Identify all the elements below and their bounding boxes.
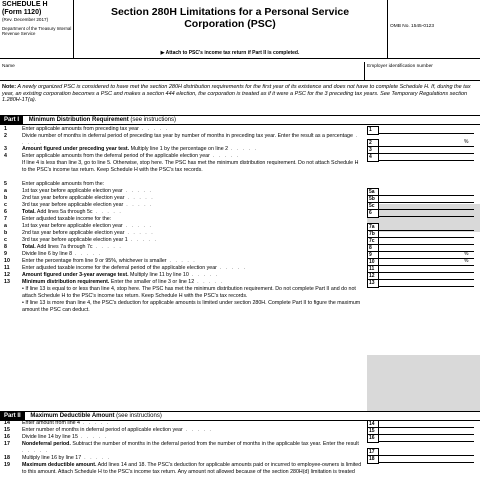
leader-dots: . . . . . xyxy=(182,427,213,433)
form-line-row xyxy=(0,427,480,434)
form-line-row xyxy=(0,216,480,223)
line-number: 2 xyxy=(4,133,7,139)
line-description xyxy=(22,251,362,258)
name-divider xyxy=(364,62,365,80)
percent-sign: % xyxy=(464,258,469,264)
line-text: Divide line 6 by line 8 xyxy=(22,251,73,257)
line-text: Multiply line 11 by line 10 xyxy=(128,272,189,278)
line-box-number: 2 xyxy=(367,139,379,148)
form-title-line-2: Corporation (PSC) xyxy=(184,18,276,30)
leader-dots: . . . . . xyxy=(124,230,155,236)
form-line-row xyxy=(0,160,480,181)
leader-dots: . . . . . xyxy=(228,146,258,152)
form-line-row xyxy=(0,434,480,441)
line-text: 1st tax year before applicable election year xyxy=(22,223,123,229)
line-box-number: 3 xyxy=(367,146,379,155)
line-number: 19 xyxy=(4,462,10,468)
form-header xyxy=(0,0,480,59)
form-id-block xyxy=(2,1,72,36)
line-text: If line 4 is less than line 3, go to line 5. Otherwise, stop here. The PSC has met the minimum distribution requirement. Do not attach Schedule H to the PSC's income tax return. Keep Schedule H with the PSC's tax records. xyxy=(22,160,359,173)
form-line-row xyxy=(0,126,480,133)
line-number: 9 xyxy=(4,251,7,257)
form-line-row xyxy=(0,230,480,237)
line-bold-label: Maximum deductible amount. xyxy=(22,462,97,468)
form-line-row xyxy=(0,195,480,202)
line-text: • If line 13 is equal to or less than line 4, stop here. The PSC has met the minimum distribution requirement. Do not complete Part II and do not attach Schedule H to the PSC's income tax return. Keep Schedule H with the PSC's tax records. xyxy=(22,286,356,299)
line-box-number: 8 xyxy=(367,244,379,253)
leader-dots: . . . . . xyxy=(80,420,110,426)
leader-dots: . . . . . xyxy=(122,223,153,229)
leader-dots: . . . . . xyxy=(123,202,154,208)
form-line-row xyxy=(0,202,480,209)
department-label: Department of the Treasury Internal Revenue Service xyxy=(2,26,72,36)
line-number: 11 xyxy=(4,265,10,271)
form-line-row xyxy=(0,462,480,480)
header-divider-left xyxy=(73,0,74,58)
line-description xyxy=(22,230,362,237)
line-text: • If line 13 is more than line 4, the PSC's deduction for applicable amounts is limited under section 280H. Complete Part II to figure the maximum amount the PSC can deduct. xyxy=(22,300,361,313)
form-line-row xyxy=(0,146,480,153)
line-text: Add lines 7a through 7c xyxy=(35,244,93,250)
line-description xyxy=(22,265,362,272)
line-box-number: 1 xyxy=(367,126,379,135)
line-bold-label: Total. xyxy=(22,244,36,250)
line-number: 15 xyxy=(4,427,10,433)
line-description xyxy=(22,181,362,188)
line-number: a xyxy=(4,188,7,194)
form-line-row xyxy=(0,251,480,258)
line-description xyxy=(22,434,362,441)
line-description xyxy=(22,153,362,160)
line-box-number: 7b xyxy=(367,230,379,239)
leader-dots: . . . . . xyxy=(216,265,247,271)
percent-sign: % xyxy=(464,139,469,145)
line-description xyxy=(22,209,362,216)
line-number: 17 xyxy=(4,441,10,447)
line-text: Enter applicable amounts from the deferral period of the applicable election year xyxy=(22,153,210,159)
form-title xyxy=(76,6,384,30)
line-box-number: 18 xyxy=(367,455,379,464)
part-2-header xyxy=(0,411,480,421)
leader-dots: . . . . . xyxy=(138,126,169,132)
line-number: 14 xyxy=(4,420,10,426)
line-text: 3rd tax year before applicable election year 1 xyxy=(22,237,128,243)
form-line-row xyxy=(0,209,480,216)
line-box-number: 15 xyxy=(367,427,379,436)
line-description xyxy=(22,272,362,279)
line-description xyxy=(22,160,362,173)
part-2-title: Maximum Deductible Amount xyxy=(30,413,115,419)
line-text: Multiply line 16 by line 17 xyxy=(22,455,82,461)
line-number: 1 xyxy=(4,126,7,132)
line-text: Subtract the number of months in the deferral period from the number of months in the applicable tax year. Enter the result xyxy=(70,441,359,447)
line-description xyxy=(22,202,362,209)
part-1-see: (see instructions) xyxy=(130,117,177,123)
line-number: a xyxy=(4,223,7,229)
form-line-row xyxy=(0,258,480,265)
line-box-number: 7c xyxy=(367,237,379,246)
form-line-row xyxy=(0,153,480,160)
line-text: Enter amount from line 4 xyxy=(22,420,80,426)
form-line-row xyxy=(0,441,480,455)
line-box-number: 4 xyxy=(367,153,379,162)
form-line-row xyxy=(0,181,480,188)
note-paragraph xyxy=(2,84,474,104)
leader-dots: . . . . . xyxy=(188,272,219,278)
line-text: Enter applicable amounts from the: xyxy=(22,181,105,187)
form-line-row xyxy=(0,420,480,427)
line-description xyxy=(22,427,362,434)
line-text: Enter the smaller of line 3 or line 12 xyxy=(109,279,195,285)
leader-dots: . . . . . xyxy=(22,447,49,454)
line-description xyxy=(22,462,362,475)
line-description xyxy=(22,258,362,265)
line-box-number: 5b xyxy=(367,195,379,204)
leader-dots: . . . . . xyxy=(92,209,123,215)
part-2-see: (see instructions) xyxy=(116,413,162,419)
line-number: 12 xyxy=(4,272,10,278)
line-description xyxy=(22,146,362,153)
line-description xyxy=(22,188,362,195)
leader-dots: . . . . . xyxy=(77,434,108,440)
form-title-line-1: Section 280H Limitations for a Personal Service xyxy=(110,6,350,18)
leader-dots: . . . . . xyxy=(72,251,102,257)
line-box-number: 6 xyxy=(367,209,379,218)
line-box-number: 9 xyxy=(367,251,379,260)
form-line-row xyxy=(0,133,480,146)
line-bold-label: Nondeferral period. xyxy=(22,441,71,447)
line-number: c xyxy=(4,237,7,243)
leader-dots: . . . . . xyxy=(122,188,153,194)
line-text: Enter number of months in deferral period of applicable election year xyxy=(22,427,183,433)
line-number: 10 xyxy=(4,258,10,264)
attach-instruction: ▶ Attach to PSC's income tax return if Part II is completed. xyxy=(160,50,300,56)
leader-dots: . . . . . xyxy=(124,195,155,201)
line-text: 2nd tax year before applicable election year xyxy=(22,230,125,236)
form-line-row xyxy=(0,279,480,286)
line-bold-label: Total. xyxy=(22,209,36,215)
line-box-number: 5a xyxy=(367,188,379,197)
line-description xyxy=(22,279,362,286)
part-1-title: Minimum Distribution Requirement xyxy=(28,117,129,123)
ein-field-label: Employer identification number xyxy=(367,64,433,69)
line-description xyxy=(22,300,362,313)
line-description xyxy=(22,286,362,299)
line-text: Multiply line 1 by the percentage on line 2 xyxy=(129,146,229,152)
shaded-area-2 xyxy=(367,355,480,411)
part-2-badge: Part II xyxy=(0,412,25,420)
form-line-row xyxy=(0,244,480,251)
line-text: Divide number of months in deferral period of preceding tax year by number of months in preceding tax year. Enter the result as a percentage xyxy=(22,133,353,139)
leader-dots: . . . . . xyxy=(92,244,123,250)
leader-dots: . . . . . xyxy=(209,153,240,159)
line-number: 3 xyxy=(4,146,7,152)
line-number: b xyxy=(4,230,8,236)
line-text: Add lines 5a through 5c xyxy=(35,209,93,215)
line-box-number: 10 xyxy=(367,258,379,267)
line-box-number: 12 xyxy=(367,272,379,281)
omb-number: OMB No. 1545-0123 xyxy=(390,24,434,29)
line-number: 5 xyxy=(4,181,7,187)
line-description xyxy=(22,244,362,251)
line-bold-label: Minimum distribution requirement. xyxy=(22,279,110,285)
part-1-header xyxy=(0,115,480,125)
schedule-name: SCHEDULE H xyxy=(2,1,48,8)
line-text: Divide line 14 by line 15 xyxy=(22,434,78,440)
line-text: Add lines 14 and 18. The PSC's deduction for applicable amounts paid or incurred to employee-owners is limited to this amount. Attach Schedule H to the PSC's income tax return. Any amount not allowed because of the section 280H(d) limitation is treated xyxy=(22,462,362,475)
form-line-row xyxy=(0,188,480,195)
form-line-row xyxy=(0,286,480,300)
line-text: Enter applicable amounts from preceding tax year xyxy=(22,126,139,132)
form-line-row xyxy=(0,455,480,462)
note-label: Note: xyxy=(2,84,17,90)
line-description xyxy=(22,195,362,202)
form-line-row xyxy=(0,223,480,230)
line-description xyxy=(22,126,362,133)
line-bold-label: Amount figured under preceding year test. xyxy=(22,146,130,152)
line-box-number: 14 xyxy=(367,420,379,429)
line-description xyxy=(22,133,362,146)
line-bold-label: Amount figured under 3-year average test. xyxy=(22,272,129,278)
line-text: 2nd tax year before applicable election year xyxy=(22,195,125,201)
line-box-number: 17 xyxy=(367,448,379,457)
leader-dots: . . . . . xyxy=(22,133,359,146)
line-description xyxy=(22,441,362,454)
revision-date: (Rev. December 2017) xyxy=(2,17,49,22)
line-text: 3rd tax year before applicable election year xyxy=(22,202,124,208)
leader-dots: . . . . . xyxy=(194,279,224,285)
leader-dots: . . . . . xyxy=(166,258,197,264)
form-line-row xyxy=(0,300,480,314)
form-line-row xyxy=(0,272,480,279)
note-text: A newly organized PSC is considered to have met the section 280H distribution requirements for the first year of its existence and does not have to complete Schedule H. If, during the tax year, an existing corporation becomes a PSC and makes a section 444 election, the corporation is treated as if it were a PSC for the 3 preceding tax years. See Temporary Regulations section 1.280H-1T(a). xyxy=(2,84,471,104)
line-number: c xyxy=(4,202,7,208)
line-number: 7 xyxy=(4,216,7,222)
line-number: 6 xyxy=(4,209,7,215)
line-box-number: 7a xyxy=(367,223,379,232)
line-text: Enter adjusted taxable income for the: xyxy=(22,216,112,222)
line-number: 16 xyxy=(4,434,10,440)
form-line-row xyxy=(0,265,480,272)
form-number: (Form 1120) xyxy=(2,9,42,16)
name-field-label: Name xyxy=(2,64,15,69)
line-description xyxy=(22,223,362,230)
line-description xyxy=(22,237,362,244)
header-divider-right xyxy=(387,0,388,58)
leader-dots: . . . . . xyxy=(81,455,111,461)
line-text: 1st tax year before applicable election year xyxy=(22,188,123,194)
part-1-badge: Part I xyxy=(0,116,23,124)
percent-sign: % xyxy=(464,251,469,257)
line-box-number: 5c xyxy=(367,202,379,211)
form-line-row xyxy=(0,237,480,244)
leader-dots: . . . . . xyxy=(127,237,158,243)
line-description xyxy=(22,216,362,223)
line-text: Enter adjusted taxable income for the deferral period of the applicable election year xyxy=(22,265,217,271)
line-number: 18 xyxy=(4,455,10,461)
line-text: Enter the percentage from line 9 or 95%, whichever is smaller xyxy=(22,258,167,264)
line-number: 8 xyxy=(4,244,7,250)
line-box-number: 13 xyxy=(367,279,379,288)
line-number: b xyxy=(4,195,8,201)
line-box-number: 16 xyxy=(367,434,379,443)
line-box-number: 11 xyxy=(367,265,379,274)
line-description xyxy=(22,455,362,462)
line-number: 4 xyxy=(4,153,7,159)
line-number: 13 xyxy=(4,279,10,285)
